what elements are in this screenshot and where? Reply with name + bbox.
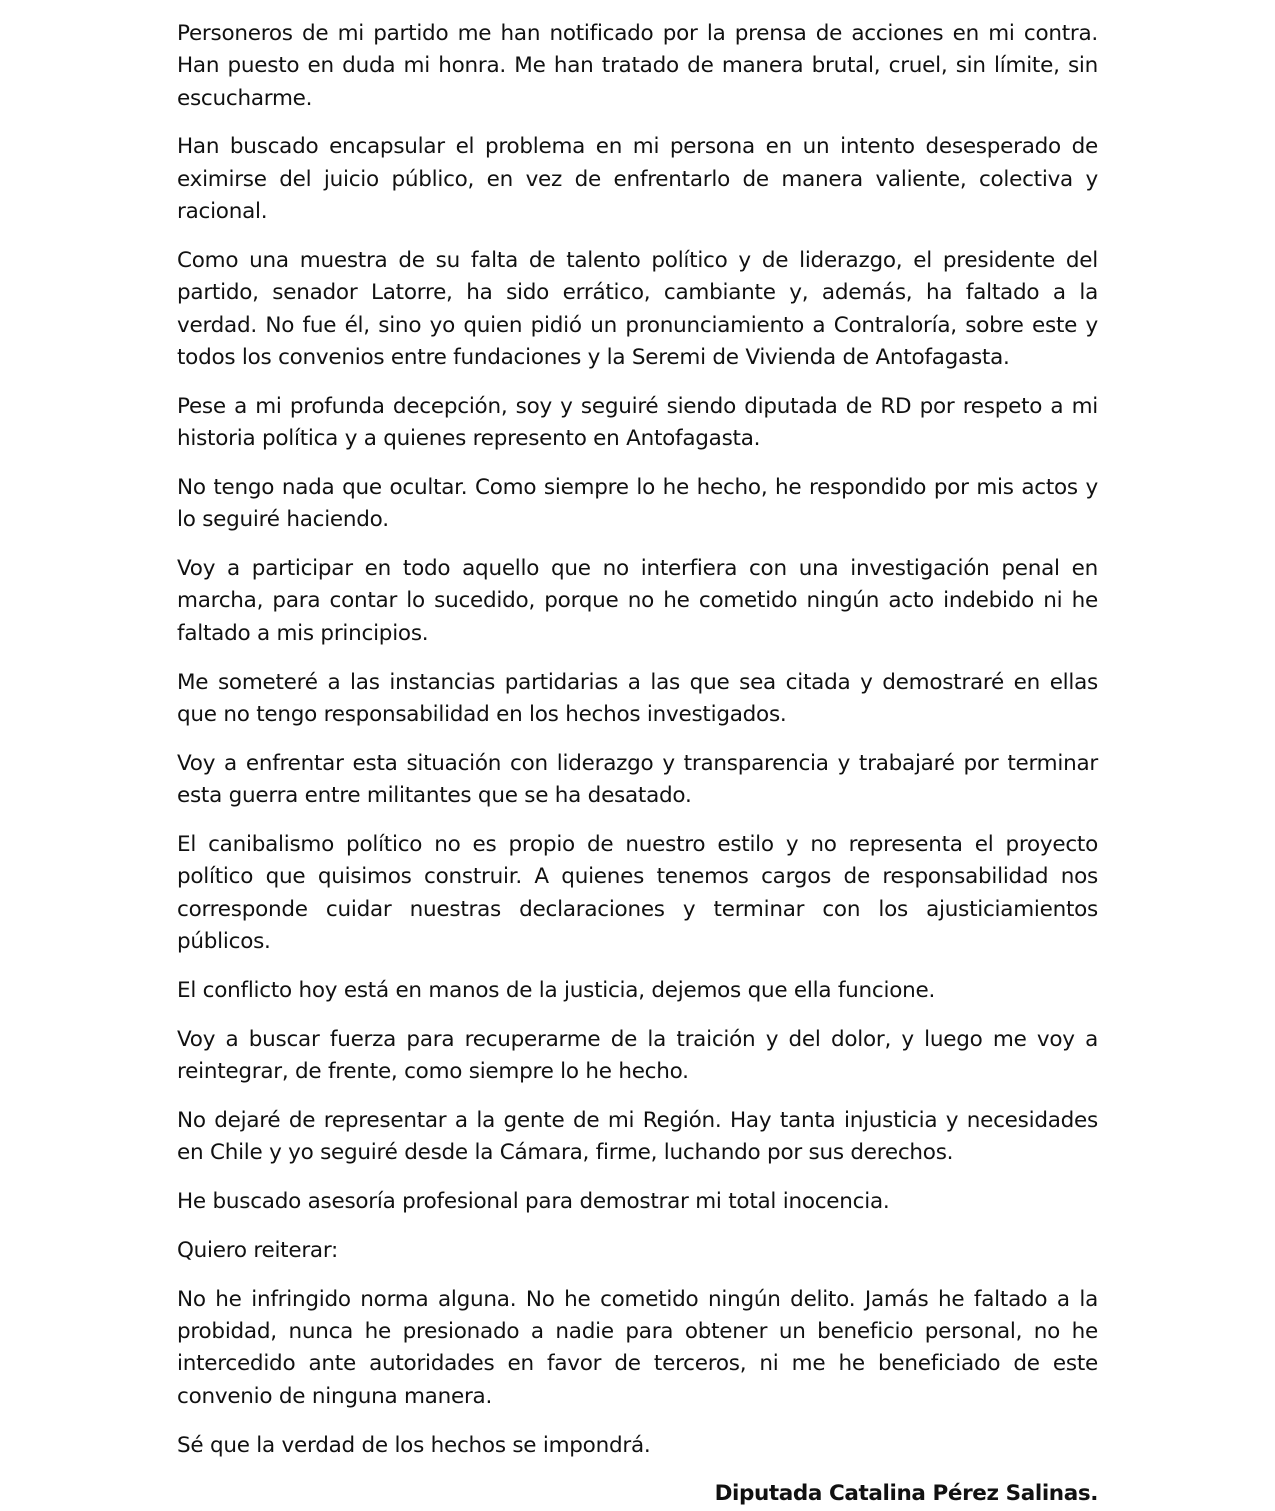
paragraph-12: No dejaré de representar a la gente de mi Región. Hay tanta injusticia y necesidades en Chile y yo seguiré desde la Cámara, firme, luchando por sus derechos. (177, 1107, 1098, 1166)
paragraph-5: No tengo nada que ocultar. Como siempre lo he hecho, he respondido por mis actos y lo seguiré haciendo. (177, 474, 1098, 533)
paragraph-7: Me someteré a las instancias partidarias a las que sea citada y demostraré en ellas que no tengo responsabilidad en los hechos investigados. (177, 669, 1098, 727)
paragraph-15: No he infringido norma alguna. No he cometido ningún delito. Jamás he faltado a la probidad, nunca he presionado a nadie para obtener un beneficio personal, no he intercedido ante autoridades en favor de terceros, ni me he beneficiado de este convenio de ninguna manera. (177, 1286, 1098, 1409)
signature: Diputada Catalina Pérez Salinas. (714, 1481, 1098, 1507)
paragraph-6: Voy a participar en todo aquello que no interfiera con una investigación penal en marcha, para contar lo sucedido, porque no he cometido ningún acto indebido ni he faltado a mis principios. (177, 556, 1098, 646)
paragraph-16: Sé que la verdad de los hechos se impondrá. (177, 1432, 651, 1458)
document-body (177, 18, 1098, 1511)
paragraph-4: Pese a mi profunda decepción, soy y seguiré siendo diputada de RD por respeto a mi historia política y a quienes represento en Antofagasta. (177, 393, 1098, 452)
paragraph-9: El canibalismo político no es propio de nuestro estilo y no representa el proyecto político que quisimos construir. A quienes tenemos cargos de responsabilidad nos corresponde cuidar nuestras declaraciones y terminar con los ajusticiamientos públicos. (177, 831, 1098, 954)
paragraph-10: El conflicto hoy está en manos de la justicia, dejemos que ella funcione. (177, 977, 936, 1003)
paragraph-14: Quiero reiterar: (177, 1237, 339, 1263)
paragraph-13: He buscado asesoría profesional para demostrar mi total inocencia. (177, 1189, 890, 1215)
paragraph-1: Personeros de mi partido me han notificado por la prensa de acciones en mi contra. Han puesto en duda mi honra. Me han tratado de manera brutal, cruel, sin límite, sin escucharme. (177, 21, 1098, 111)
paragraph-2: Han buscado encapsular el problema en mi persona en un intento desesperado de eximirse del juicio público, en vez de enfrentarlo de manera valiente, colectiva y racional. (177, 134, 1098, 225)
paragraph-3: Como una muestra de su falta de talento político y de liderazgo, el presidente del partido, senador Latorre, ha sido errático, cambiante y, además, ha faltado a la verdad. No fue él, sino yo quien pidió un pronunciamiento a Contraloría, sobre este y todos los convenios entre fundaciones y la Seremi de Vivienda de Antofagasta. (177, 247, 1098, 370)
paragraph-11: Voy a buscar fuerza para recuperarme de la traición y del dolor, y luego me voy a reintegrar, de frente, como siempre lo he hecho. (177, 1026, 1098, 1084)
paragraph-8: Voy a enfrentar esta situación con liderazgo y transparencia y trabajaré por terminar esta guerra entre militantes que se ha desatado. (177, 750, 1098, 809)
